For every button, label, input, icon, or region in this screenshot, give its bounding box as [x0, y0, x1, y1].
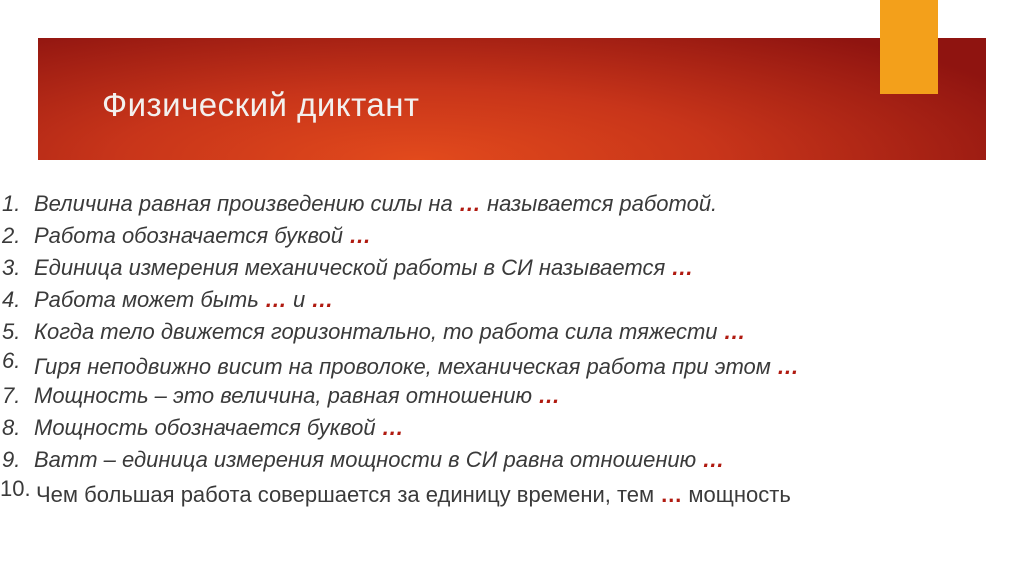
blank-ellipsis: … — [538, 383, 561, 408]
list-item — [0, 284, 1024, 316]
list-item — [0, 444, 1024, 476]
item-text-end: называется работой. — [480, 191, 718, 216]
item-text: Ватт – единица измерения мощности в СИ равна отношению — [34, 447, 703, 472]
item-text: Гиря неподвижно висит на проволоке, механическая работа при этом — [34, 354, 777, 379]
item-number: 10. — [0, 476, 31, 501]
list-item — [0, 316, 1024, 348]
dictation-list — [0, 188, 1024, 508]
blank-ellipsis: … — [349, 223, 372, 248]
item-text-end: мощность — [682, 482, 791, 507]
item-number: 9. — [2, 447, 21, 472]
item-number: 1. — [2, 191, 21, 216]
list-item — [0, 348, 1024, 380]
item-text: Когда тело движется горизонтально, то работа сила тяжести — [34, 319, 724, 344]
item-number: 3. — [2, 255, 21, 280]
item-text: Единица измерения механической работы в СИ называется — [34, 255, 672, 280]
item-text-mid: и — [286, 287, 312, 312]
blank-ellipsis: … — [458, 191, 481, 216]
list-item — [0, 220, 1024, 252]
item-number: 6. — [2, 348, 21, 373]
list-item — [0, 188, 1024, 220]
blank-ellipsis: … — [381, 415, 404, 440]
slide-title: Физический диктант — [102, 86, 420, 123]
item-text: Чем большая работа совершается за единицу времени, тем — [36, 482, 661, 507]
list-item — [0, 380, 1024, 412]
item-number: 4. — [2, 287, 21, 312]
item-number: 7. — [2, 383, 21, 408]
item-text: Мощность обозначается буквой — [34, 415, 382, 440]
blank-ellipsis: … — [671, 255, 694, 280]
item-text: Работа обозначается буквой — [34, 223, 350, 248]
item-text: Работа может быть — [34, 287, 265, 312]
item-text: Мощность – это величина, равная отношению — [34, 383, 539, 408]
list-item — [0, 252, 1024, 284]
blank-ellipsis: … — [702, 447, 725, 472]
item-number: 2. — [2, 223, 21, 248]
item-number: 8. — [2, 415, 21, 440]
list-item — [0, 476, 1024, 508]
list-item — [0, 412, 1024, 444]
title-banner — [38, 38, 986, 160]
item-number: 5. — [2, 319, 21, 344]
accent-tab — [880, 0, 938, 94]
blank-ellipsis: … — [660, 482, 683, 507]
blank-ellipsis: … — [723, 319, 746, 344]
blank-ellipsis: … — [264, 287, 287, 312]
blank-ellipsis: … — [776, 354, 799, 379]
blank-ellipsis: … — [311, 287, 334, 312]
item-text: Величина равная произведению силы на — [34, 191, 459, 216]
